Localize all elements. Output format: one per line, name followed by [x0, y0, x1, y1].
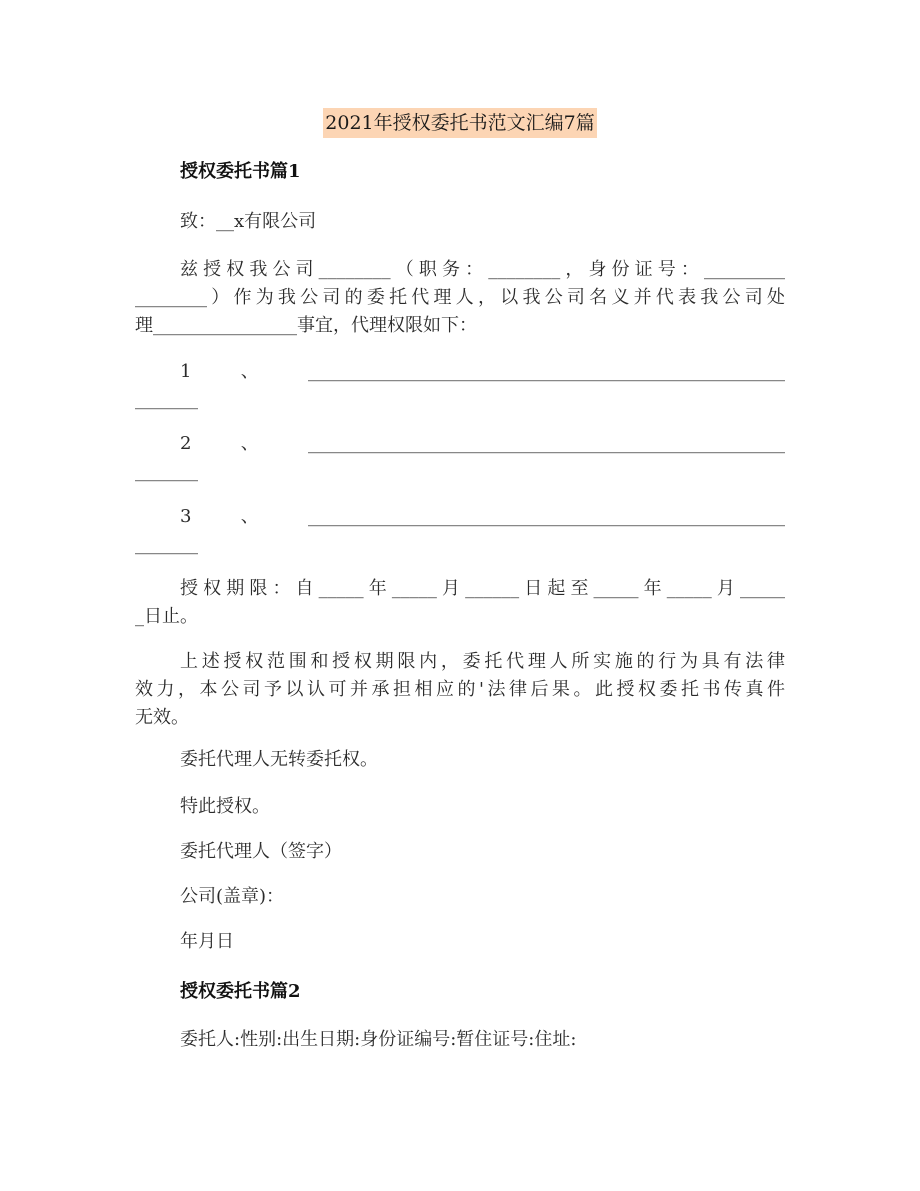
- authority-item-1-continued: _______: [135, 389, 198, 410]
- authority-item-2: 2、_____________________________________________________: [180, 433, 785, 454]
- agent-signature-line: 委托代理人（签字）: [180, 841, 342, 862]
- authorization-period-line-2: _日止。: [135, 606, 198, 627]
- hereby-authorize-line: 特此授权。: [180, 796, 270, 817]
- company-seal-line: 公司(盖章)：: [180, 886, 285, 907]
- authority-item-1: 1、_____________________________________________________: [180, 361, 785, 382]
- authorization-para-line-1: 兹授权我公司________（职务：________，身份证号：_________: [180, 259, 785, 280]
- authorization-para-line-2: ________）作为我公司的委托代理人，以我公司名义并代表我公司处: [135, 287, 785, 308]
- scope-para-line-1: 上述授权范围和授权期限内，委托代理人所实施的行为具有法律: [180, 651, 785, 672]
- title-wrap: [0, 108, 920, 138]
- no-transfer-line: 委托代理人无转委托权。: [180, 749, 378, 770]
- addressee-line: 致：__x有限公司: [180, 211, 317, 232]
- authorization-para-line-3: 理________________事宜，代理权限如下：: [135, 315, 477, 336]
- date-line: 年月日: [180, 931, 234, 952]
- document-title: 2021年授权委托书范文汇编7篇: [323, 108, 596, 138]
- scope-para-line-3: 无效。: [135, 707, 189, 728]
- section-2-heading: 授权委托书篇2: [180, 981, 301, 1002]
- authorization-period-line-1: 授权期限：自_____年_____月______日起至_____年_____月_____: [180, 578, 785, 599]
- authority-item-3-continued: _______: [135, 534, 198, 555]
- principal-fields-line: 委托人:性别:出生日期:身份证编号:暂住证号:住址:: [180, 1029, 577, 1050]
- authority-item-3: 3、_____________________________________________________: [180, 506, 785, 527]
- section-1-heading: 授权委托书篇1: [180, 161, 301, 182]
- scope-para-line-2: 效力，本公司予以认可并承担相应的'法律后果。此授权委托书传真件: [135, 679, 785, 700]
- authority-item-2-continued: _______: [135, 461, 198, 482]
